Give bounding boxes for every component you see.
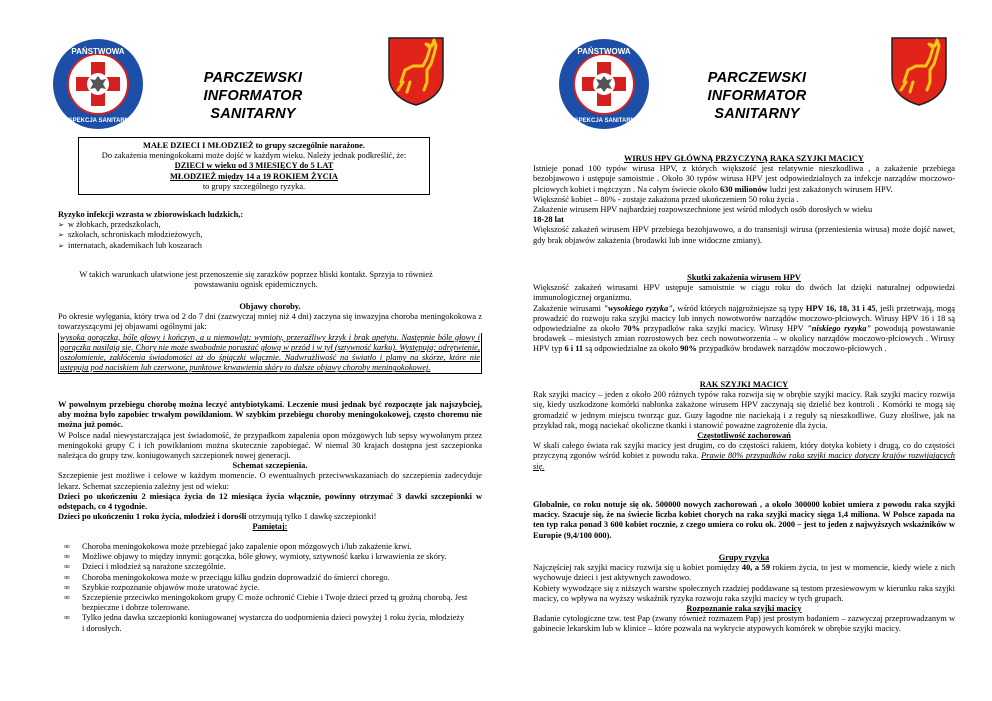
list-item: ∞ Choroba meningokokowa może przebiegać jako zapalenie opon mózgowych i/lub zakażenie krwi. [64, 542, 412, 551]
effects-section: Skutki zakażenia wirusem HPV Większość zakażeń wirusami HPV ustępuje samoistnie w ciągu roku do dwóch lat dzięki naturalnej odpowiedzi immunologicznej organizmu. Zakażenie wirusami "wysokiego ryzyka", wśród których najgroźniejsze są typy HPV 16, 18, 31 i 45, jeśli przetrwają, mogą prowadzić do rozwoju raka szyjki macicy lub innych nowotworów narządów moczowo-płciowych. Wirusy HPV 16 i 18 są odpowiedzialne za około 70% przypadków raka szyjki macicy. Wirusy HPV "niskiego ryzyka" powodują powstawanie brodawek – miesistych zmian rozrostowych bez cech nowotworzenia – w okolicy narządów moczowo-płciowych . Wirusy HPV typ 6 i 11 są odpowiedzialne za około 90% przypadków brodawek narządów moczowo-płciowych . [533, 273, 956, 354]
risk-groups-box: MAŁE DZIECI I MŁODZIEŻ to grupy szczególnie narażone. Do zakażenia meningokokami może dojść w każdym wieku. Należy jednak podkreślić, że: DZIECI w wieku od 3 MIESIĘCY do 5 LAT MŁODZIEŻ między 14 a 19 ROKIEM ŻYCIA to grupy szczególnego ryzyka. [78, 137, 430, 195]
remember-title: Pamiętaj: [252, 522, 288, 532]
hpv-title: WIRUS HPV GŁÓWNĄ PRZYCZYNĄ RAKA SZYJKI MACICY [624, 154, 864, 163]
risk-groups-section: Grupy ryzyka Najczęściej rak szyjki macicy rozwija się u kobiet pomiędzy 40, a 59 rokiem życia, to jest w momencie, kiedy wiele z nich wychowuje dzieci i jest aktywnych zawodowo. Kobiety wywodzące się z niższych warstw społecznych rzadziej poddawane są testom przesiewowym w kierunku raka szyjki macicy, co wpływa na wyższy wskaźnik ryzyka rozwoju raka szyjki macicy w tych grupach. Rozpoznanie raka szyjki macicy Badanie cytologiczne tzw. test Pap (zwany również rozmazem Pap) jest prostym badaniem – zazwyczaj przeprowadzanym w gabinecie lekarskim lub w klinice – które pozwala na wykrycie atypowych komórek w obrębie szyjki macicy. [533, 553, 956, 634]
sanitary-inspection-logo [52, 38, 144, 130]
logo-bottom-text: INSPEKCJA SANITARNA [568, 118, 640, 124]
list-item: ∞ Choroba meningokokowa może w przeciągu kilku godzin doprowadzić do śmierci chorego. [64, 572, 390, 582]
diagnosis-title: Rozpoznanie raka szyjki macicy [686, 604, 802, 614]
remember-list [58, 542, 468, 634]
page-title: PARCZEWSKI INFORMATOR SANITARNY [707, 70, 807, 122]
risk-section [58, 210, 438, 251]
list-item: ∞ Szczepienie przeciwko meningokokom grupy C może ochronić Ciebie i Twoje dzieci przed tą groźną chorobą. Jest bezpieczne i dobrze tolerowane. [64, 593, 468, 613]
list-item: ➢ szkołach, schroniskach młodzieżowych, [58, 230, 438, 240]
list-item: ∞ Szybkie rozpoznanie objawów może uratować życie. [64, 582, 260, 592]
spread-paragraph: W takich warunkach ułatwione jest przenoszenie się zarazków poprzez bliski kontakt. Sprzyja to również powstawaniu ognisk epidemicznych. [79, 270, 433, 290]
cancer-section: RAK SZYJKI MACICY Rak szyjki macicy – jeden z około 200 różnych typów raka rozwija się w obrębie szyjki macicy. Rak szyjki macicy rozwija się, kiedy uszkodzone komórki nabłonka zakażone wirusem HPV zaczynają się dzielić bez kontroli . Komórki te mogą się gromadzić w jednym miejscu tworząc guz. Guzy łagodne nie naciekają i z reguły są nieszkodliwe. Guzy złośliwe, jak na przykład rak, mogą naciekać okoliczne tkanki i stanowić poważne zagrożenie dla życia. Częstotliwość zachorowań W skali całego świata rak szyjki macicy jest drugim, co do częstości rakiem, który dotyka kobiety i drugą, co do częstości przyczyną zgonów wśród kobiet z powodu raka. Prawie 80% przypadków raka szyjki macicy dotyczy krajów rozwijających się. [533, 380, 955, 471]
effects-title: Skutki zakażenia wirusem HPV [687, 273, 801, 282]
groups-title: Grupy ryzyka [718, 553, 770, 562]
logo-bottom-text: INSPEKCJA SANITARNA [62, 118, 134, 124]
list-item: ➢ internatach, akademikach lub koszarach [58, 241, 438, 251]
treatment-section: W powolnym przebiegu chorobę można leczyć antybiotykami. Leczenie musi jednak być rozpoczęte jak najszybciej, aby można było zapobiec trwałym powikłaniom. W szybkim przebiegu choroby meningokokowej, często choremu nie można już pomóc. W Polsce nadal niewystarczająca jest świadomość, że przypadkom zapalenia opon mózgowych lub sepsy wywołanym przez meningokoki grupy C i ich powikłaniom można skutecznie zapobiegać. W niemal 30 krajach dostępna jest szczepionka należąca do grupy tzw. koniugowanych szczepionek nowej generacji. Schemat szczepienia. Szczepienie jest możliwe i celowe w każdym momencie. O ewentualnych przeciwwskazaniach do szczepienia zadecyduje lekarz. Schemat szczepienia zależny jest od wieku: Dzieci po ukończeniu 2 miesiąca życia do 12 miesiąca życia włącznie, powinny otrzymać 3 dawki szczepionki w odstępach, co 4 tygodnie. Dzieci po ukończeniu 1 roku życia, młodzież i dorośli otrzymują tylko 1 dawkę szczepionki! Pamiętaj: [58, 400, 482, 532]
list-item: ➢ w żłobkach, przedszkolach, [58, 220, 438, 230]
left-page [0, 0, 480, 701]
page-title: PARCZEWSKI INFORMATOR SANITARNY [203, 70, 303, 122]
sanitary-inspection-logo [558, 38, 650, 130]
list-item: ∞ Tylko jedna dawka szczepionki koniugowanej wystarcza do uodpornienia dzieci powyżej 1 roku życia, młodzieży i dorosłych. [64, 613, 465, 633]
vaccination-title: Schemat szczepienia. [232, 461, 308, 471]
parczew-crest [890, 36, 948, 106]
list-item: ∞ Dzieci i młodzież są narażone szczególnie. [64, 562, 226, 572]
parczew-crest [387, 36, 445, 106]
frequency-title: Częstotliwość zachorowań [697, 431, 791, 441]
hpv-section: WIRUS HPV GŁÓWNĄ PRZYCZYNĄ RAKA SZYJKI MACICY Istnieje ponad 100 typów wirusa HPV, z których większość jest relatywnie nieszkodliwa , a zakażenie przebiega bezobjawowo i ustępuje samoistnie . Około 30 typów wirusa HPV jest odpowiedzialnych za infekcje narządów moczowo-płciowych kobiet i mężczyzn . Na całym świecie około 630 milionów ludzi jest zakażonych wirusem HPV. Większość kobiet – 80% - zostaje zakażona przed ukończeniem 50 roku życia . Zakażenie wirusem HPV najbardziej rozpowszechnione jest wśród młodych osób dorosłych w wieku 18-28 lat Większość zakażeń wirusem HPV przebiega bezobjawowo, a do transmisji wirusa (przeniesienia wirusa) może dojść nawet, gdy brak objawów zakażenia (brodawki lub inne widoczne zmiany). [533, 154, 955, 245]
risk-title: Ryzyko infekcji wzrasta w zbiorowiskach ludzkich,: [58, 210, 244, 219]
global-stats-paragraph: Globalnie, co roku notuje się ok. 500000 nowych zachorowań , a około 300000 kobiet umiera z powodu raka szyjki macicy. Szacuje się, że na świecie liczba kobiet chorych na raka szyjki macicy sięga 1,4 miliona. W Polsce zapada na ten typ raka ponad 3 600 kobiet rocznie, z czego umiera co roku ok. 2000 – jest to jeden z najwyższych wskaźników w Europie (9,4/100 000). [533, 500, 955, 540]
symptoms-section: Objawy choroby. Po okresie wylęgania, który trwa od 2 do 7 dni (zazwyczaj mniej niż 4 dni) zaczyna się inwazyjna choroba meningokokowa z towarzyszącymi jej objawami ogólnymi jak: wysoka gorączka, bóle głowy i kończyn, a u niemowląt: wymioty, przeraźliwy krzyk i brak apetytu. Następnie bóle głowy i gorączka nasilają się. Chory nie może swobodnie poruszać głową w przód i w tył (sztywność karku). Występują: odrętwienie, oszołomienie, zakłócenia świadomości aż do śpiączki włącznie. Nadwrażliwość na światło i plamy na skórze, które nie ustępują pod naciskiem lub czerwone, punktowe krwawienia skóry to dalsze objawy choroby meningokokowej. [58, 302, 482, 374]
symptoms-title: Objawy choroby. [239, 302, 301, 311]
logo-top-text: PAŃSTWOWA [71, 47, 125, 56]
risk-list [58, 220, 438, 251]
right-page [500, 0, 988, 701]
logo-top-text: PAŃSTWOWA [577, 47, 631, 56]
cancer-title: RAK SZYJKI MACICY [699, 380, 789, 389]
symptoms-box: wysoka gorączka, bóle głowy i kończyn, a u niemowląt: wymioty, przeraźliwy krzyk i brak apetytu. Następnie bóle głowy i gorączka nasilają się. Chory nie może swobodnie poruszać głową w przód i w tył (sztywność karku). Występują: odrętwienie, oszołomienie, zakłócenia świadomości aż do śpiączki włącznie. Nadwrażliwość na światło i plamy na skórze, które nie ustępują pod naciskiem lub czerwone, punktowe krwawienia skóry to dalsze objawy choroby meningokokowej. [58, 333, 482, 375]
list-item: ∞ Możliwe objawy to między innymi: gorączka, bóle głowy, wymioty, sztywność karku i krwawienia ze skóry. [64, 552, 447, 562]
